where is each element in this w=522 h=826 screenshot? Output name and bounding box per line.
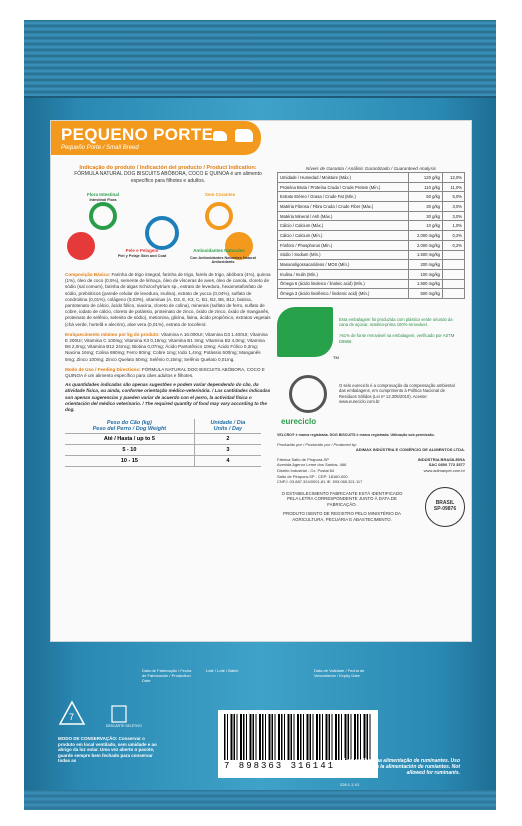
table-row (278, 202, 465, 212)
skin-coat-icon (67, 232, 95, 260)
barcode-bars (224, 714, 372, 760)
table-row (278, 231, 465, 241)
top-seal (24, 20, 496, 98)
inspection-seal: BRASIL SP-09876 (425, 487, 465, 527)
eureciclo-seal (277, 369, 465, 431)
recycling-symbols (58, 700, 148, 730)
guarantee-cell: 0,2% (443, 240, 465, 250)
table-row (278, 250, 465, 260)
dosage-table (65, 419, 261, 467)
guarantee-title: Níveis de Garantia / Análisis Garantizado / Guaranteed Analysis (305, 166, 437, 171)
guarantee-cell (443, 269, 465, 279)
product-bag (24, 20, 496, 810)
district: Distrito Industrial - Cx. Postal 84 (277, 467, 335, 473)
composition-head: Composição Básica: (65, 272, 111, 277)
table-row (278, 221, 465, 231)
table-row (278, 279, 465, 289)
guarantee-cell: 1,0% (443, 221, 465, 231)
antioxidant-label: Antioxidantes Naturales (193, 248, 245, 253)
size-banner (51, 121, 261, 155)
barcode-number: 7 898363 316141 (224, 761, 336, 771)
selective-disposal-label: DESCARTE SELETIVO (106, 724, 142, 728)
table-row (278, 192, 465, 202)
guarantee-cell: Extrato Etéreo / Grasa / Crude Fat (Mín.) (278, 192, 409, 202)
product-code: 226.1.1.V1 (340, 782, 360, 787)
batch-label: Lote / Lote / Batch (206, 668, 239, 673)
guarantee-cell (443, 289, 465, 299)
table-row (278, 260, 465, 270)
left-column (65, 165, 271, 467)
green-text: Esta embalagem foi produzida com plástico verde oriundo da cana de açúcar, matéria-prima 100% renovável. >51% de fonte renovável na embalagem, verificado por ASTM D6866. (339, 316, 455, 344)
right-column (277, 165, 465, 523)
trademark-note: VELCRO® é marca registrada. DOG BISCUITS é marca registrada. Utilização sob permissão. (277, 432, 435, 437)
green-leaf-icon (277, 307, 333, 357)
enrichment-head: Enriquecimento mínimo por kg do produto: (65, 331, 160, 337)
storage-instructions: MODO DE CONSERVAÇÃO: Conservar o produto em local ventilado, sem umidade e ao abrigo da luz solar. Uma vez aberto o pacote, guarde sempre bem fechado para conservar todas as (58, 736, 157, 764)
guarantee-cell: 50 g/kg (409, 192, 443, 202)
guarantee-cell: 2.000 mg/kg (409, 240, 443, 250)
city: Salto de Pirapora-SP - CEP: 18160-000 (277, 473, 348, 479)
table-row (278, 289, 465, 299)
guarantee-cell: Cálcio / Calcium (Máx.) (278, 221, 409, 231)
table-row (278, 173, 465, 183)
guarantee-cell (443, 279, 465, 289)
manufacturer-info (277, 433, 465, 523)
registration-exempt: PRODUTO ISENTO DE REGISTRO PELO MINISTÉRIO DA AGRICULTURA, PECUÁRIA E ABASTECIMENTO. (283, 511, 401, 523)
table-row (278, 211, 465, 221)
bottom-seal (24, 790, 496, 810)
guarantee-cell: 120 g/kg (409, 173, 443, 183)
mode-text2: As quantidades indicadas são apenas sugestões e podem variar dependendo do cão, da atividade física, ou ainda, conforme orientação médico-veterinária. / Las cantidades indicadas son apenas sugerencias y pueden variar de acuerdo con el perro, la actividad física o orientación del médico veterinario. / The required quantity of food may vary according to the dog. (65, 382, 271, 413)
table-row (278, 240, 465, 250)
antioxidant-sub: Con Antioxidantes Naturales Natural Antioxidants (190, 256, 256, 264)
green-plastic-seal (277, 305, 465, 367)
guarantee-cell: 100 mg/kg (409, 269, 443, 279)
banner-title: PEQUENO PORTE (61, 125, 214, 144)
guarantee-cell (443, 250, 465, 260)
company-name: ADIMAX INDÚSTRIA E COMÉRCIO DE ALIMENTOS LTDA. (355, 447, 465, 453)
table-row: 10 - 15 4 (65, 456, 261, 467)
eureciclo-logo: eureciclo (281, 416, 317, 426)
tm-mark: TM (333, 354, 339, 360)
indication-title: Indicação do produto / Indicación del producto / Product Indication: (79, 165, 257, 171)
produced-by: Produzido por / Producido por / Produced by: (277, 441, 358, 447)
establishment-note: O ESTABELECIMENTO FABRICANTE ESTÁ IDENTIFICADO PELA LETRA CORRESPONDENTE JUNTO À DATA DE FABRICAÇÃO. (281, 490, 403, 507)
expiry-date-label: Data de Validade / Fecha de Vencimiento / Expiry Date (314, 668, 365, 678)
guarantee-cell: 5,0% (443, 192, 465, 202)
eureciclo-text: O selo eureciclo é a comprovação da compensação ambiental das embalagens, em cumprimento à Política Nacional de Resíduos Sólidos (Lei nº 12.305/2010). Acesse: www.eureciclo.com.br (339, 382, 455, 405)
address: Avenida Agenor Leme dos Santos, 466 (277, 462, 347, 468)
guarantee-cell: 200 mg/kg (409, 260, 443, 270)
guarantee-cell: 110 g/kg (409, 182, 443, 192)
table-row (278, 182, 465, 192)
indication-body: FÓRMULA NATURAL DOG BISCUITS ABÓBORA, COCO E QUINOA é um alimento específico para filhotes e adultos. (74, 171, 262, 184)
guarantee-cell: 12,0% (443, 173, 465, 183)
guarantee-cell: Proteína Bruta / Proteína Cruda / Crude Protein (Mín.) (278, 182, 409, 192)
guarantee-cell: Matéria Fibrosa / Fibra Cruda / Crude Fiber (Máx.) (278, 202, 409, 212)
guarantee-cell: Inulina / Inulin (Mín.) (278, 269, 409, 279)
guarantee-cell: Ômega 3 (ácido linolênico / linolenic acid) (Mín.) (278, 289, 409, 299)
flora-label: Flora Intestinal (86, 192, 119, 197)
guarantee-cell: 11,0% (443, 182, 465, 192)
guarantee-cell: Umidade / Humedad / Moisture (Máx.) (278, 173, 409, 183)
brand-center-icon (145, 216, 179, 250)
guarantee-cell (443, 260, 465, 270)
composition (65, 272, 271, 328)
guarantee-cell: 3,0% (443, 211, 465, 221)
table-row: Até / Hasta / up to 5 2 (65, 434, 261, 445)
table-row (278, 269, 465, 279)
skin-coat-label: Pele e Pelagem (125, 248, 159, 253)
guarantee-cell: Fósforo / Phosphorus (Mín.) (278, 240, 409, 250)
enrichment-text: Vitamina A 16.000UI; Vitamina D3 1.400UI; Vitamina E 200UI; Vitamina C 100mg; Vitamina K3 0,15mg; Vitamina B1 3mg; Vitamina B2 4,0mg; Vitamina B6 2,0mg; Vitamina B12 24mcg; Biotina 0,07mg; Ácido Pantotênico 10mg; Ácido Fólico 0,2mg; Niacina 16mg; Colina 690mg; Ferro 80mg; Cobre 1mg; Iodo 1,4mg; Potássio 500mg; Manganês 5mg; Zinco 100mg; Zinco Quelato 50mg; Selênio 0,15mg; Selênio Quelato 0,01mg. (65, 331, 268, 362)
small-dog-icon (235, 129, 253, 142)
svg-text:7: 7 (69, 712, 75, 722)
cnpj: CNPJ: 03.887.324/0001-81 IE: 593.065.321.117 (277, 479, 363, 485)
dosage-col2: Unidade / Dia Units / Day (194, 419, 261, 434)
table-row: 5 - 10 3 (65, 445, 261, 456)
benefit-icons (65, 188, 271, 268)
site: www.adimaxpet.com.br (423, 467, 465, 473)
manufacture-date-label: Data de Fabricação / Fecha de Fabricación / Production Date (142, 668, 192, 683)
guarantee-cell: 10 g/kg (409, 221, 443, 231)
ruminant-warning: Uso proibido na alimentação de ruminantes. Uso prohibido en la alimentación de rumiantes. Not allowed for ruminants. (343, 758, 460, 776)
mode-of-use (65, 367, 271, 379)
guarantee-cell: Ômega 6 (ácido linoleico / linoleic acid) (Mín.) (278, 279, 409, 289)
small-dog-icon (213, 131, 227, 141)
mode-text1: FÓRMULA NATURAL DOG BISCUITS ABÓBORA, COCO E QUINOA é um alimento específico para cães adultos e filhotes. (65, 366, 265, 379)
guarantee-cell: 0,2% (443, 231, 465, 241)
factory: Fábrica Salto de Pirapora-SP (277, 456, 330, 462)
flora-icon (89, 202, 117, 230)
composition-text: Farinha de trigo integral, farinha de trigo, farelo de trigo, abóbora (4%), quinoa (1%), óleo de coco (0,5%), semente de linhaça, óleo de vísceras de aves, óleo de canola, cloreto de sódio (sal comum), farinha de algas Schizochytrium sp., extrato de levedura, hexametafosfato de sódio, prebióticos (parede celular de levedura, inulina), extrato de yucca (0,04%), sulfato de condroitina (0,01%), colágeno (0,03%), vitaminas (A, D3, E, K3, C, B1, B2, B6, B12, biotina, pantotenato de cálcio, ácido fólico, niacina, cloreto de colina), minerais (sulfato de ferro, sulfato de cobre, iodato de cálcio, cloreto de potássio, proteinato de zinco, óxido de zinco, óxido de manganês, proteinato de selênio, selenito de sódio), metionina, glicina, lisina, ácido propiônico, extratos vegetais (chá verde, hortelã e alecrim), aloe vera (0,01%), extrato de tocoferol. (65, 272, 271, 327)
guarantee-cell: Matéria Mineral / Ash (Máx.) (278, 211, 409, 221)
guarantee-cell: 1.500 mg/kg (409, 250, 443, 260)
enrichment (65, 332, 271, 363)
banner-subtitle: Pequeño Porte / Small Breed (61, 145, 139, 151)
dosage-col1: Peso do Cão (kg) Peso del Perro / Dog Weight (65, 419, 194, 434)
guarantee-cell: 30 g/kg (409, 202, 443, 212)
guarantee-cell: Mananoligossacarídeos / MOS (Mín.) (278, 260, 409, 270)
guarantee-cell: 3,0% (443, 202, 465, 212)
skin-coat-sub: Piel y Pelaje Skin and Coat (117, 254, 167, 258)
colorant-free-icon (205, 202, 233, 230)
guarantee-cell: 2.000 mg/kg (409, 231, 443, 241)
guarantee-cell: Sódio / Sodium (Mín.) (278, 250, 409, 260)
sac: SAC 0800 773 3577 (428, 462, 465, 468)
mode-head: Modo de Uso / Feeding Directions: (65, 366, 141, 372)
guarantee-table (277, 172, 465, 299)
guarantee-cell: Cálcio / Calcium (Mín.) (278, 231, 409, 241)
colorant-free-label: Sem Corantes (204, 192, 236, 197)
flora-sub: Intestinal Flora (89, 198, 117, 202)
guarantee-cell: 500 mg/kg (409, 289, 443, 299)
recycle-icon (289, 375, 327, 413)
label-panel (50, 120, 472, 642)
guarantee-cell: 30 g/kg (409, 211, 443, 221)
industry: INDÚSTRIA BRASILEIRA (417, 456, 465, 462)
guarantee-cell: 1.500 mg/kg (409, 279, 443, 289)
